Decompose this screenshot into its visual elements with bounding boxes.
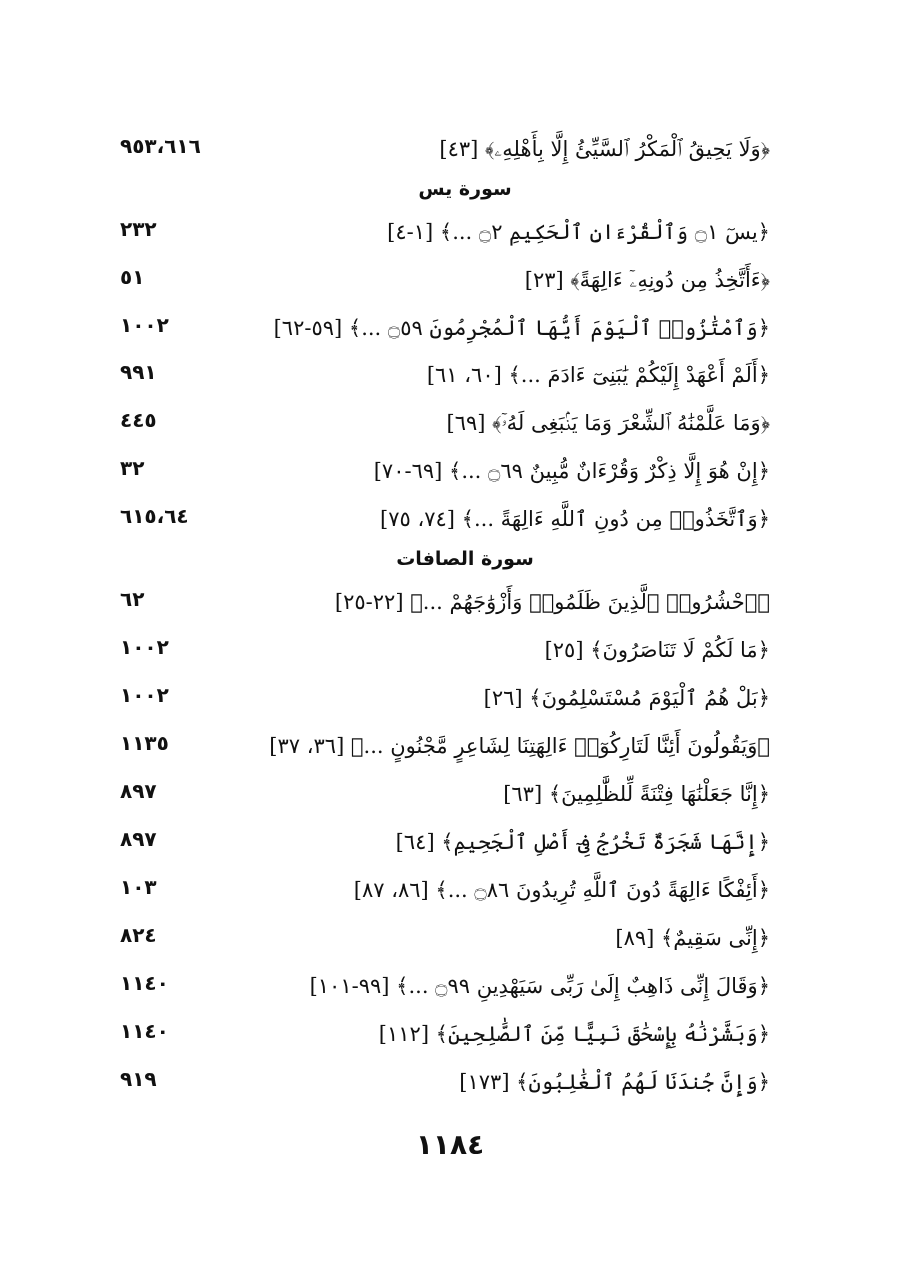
index-entry — [120, 406, 770, 446]
index-entry — [120, 633, 770, 673]
page-references: ١٠٠٢ — [120, 635, 169, 659]
page-references: ٩٩١ — [120, 360, 157, 384]
page-references: ١١٣٥ — [120, 731, 169, 755]
verse-reference: ﴿وَيَقُولُونَ أَئِنَّا لَتَارِكُوٓا۟ ءَالِهَتِنَا لِشَاعِرٍ مَّجْنُونٍ ...﴾ [٣٦، ٣٧] — [269, 734, 770, 758]
verse-reference: ﴿وَلَا يَحِيقُ ٱلْمَكْرُ ٱلسَّيِّئُ إِلَّا بِأَهْلِهِۦ﴾ [٤٣] — [439, 137, 770, 161]
page-references: ١٠٠٢ — [120, 313, 169, 337]
verse-reference: ﴿إِنَّا جَعَلْنَٰهَا فِتْنَةً لِّلظَّٰلِمِينَ﴾ [٦٣] — [503, 782, 770, 806]
surah-heading — [120, 548, 770, 580]
index-entry — [120, 132, 770, 172]
verse-reference: ﴿بَلْ هُمُ ٱلْيَوْمَ مُسْتَسْلِمُونَ﴾ [٢٦] — [483, 686, 770, 710]
verse-reference: ﴿وَقَالَ إِنِّى ذَاهِبٌ إِلَىٰ رَبِّى سَيَهْدِينِ ۝٩٩ ...﴾ [٩٩-١٠١] — [309, 974, 770, 998]
surah-heading — [120, 178, 770, 210]
page-references: ٣٢ — [120, 456, 145, 480]
verse-reference: ﴿وَبَشَّرْنَٰهُ بِإِسْحَٰقَ نَبِيًّا مِّنَ ٱلصَّٰلِحِينَ﴾ [١١٢] — [378, 1022, 770, 1046]
index-entry — [120, 1065, 770, 1105]
surah-title: سورة يس — [418, 178, 512, 200]
verse-reference: ﴿مَا لَكُمْ لَا تَنَاصَرُونَ﴾ [٢٥] — [544, 638, 770, 662]
index-entry — [120, 502, 770, 542]
index-entry — [120, 454, 770, 494]
index-entry — [120, 825, 770, 865]
page-references: ١١٤٠ — [120, 971, 169, 995]
page-references: ١٠٣ — [120, 875, 157, 899]
page-references: ٦٢ — [120, 587, 145, 611]
page-references: ٥١ — [120, 265, 145, 289]
index-entry — [120, 311, 770, 351]
index-entry — [120, 729, 770, 769]
index-entry — [120, 1017, 770, 1057]
verse-reference: ﴿وَمَا عَلَّمْنَٰهُ ٱلشِّعْرَ وَمَا يَنۢبَغِى لَهُۥٓ﴾ [٦٩] — [446, 411, 770, 435]
page-references: ٢٣٢ — [120, 217, 157, 241]
index-entry — [120, 263, 770, 303]
page-references: ٨٩٧ — [120, 827, 157, 851]
index-entry — [120, 921, 770, 961]
page-references: ٤٤٥ — [120, 408, 157, 432]
verse-reference: ﴿ٱحْشُرُوا۟ ٱلَّذِينَ ظَلَمُوا۟ وَأَزْوَٰجَهُمْ ...﴾ [٢٢-٢٥] — [334, 590, 770, 614]
verse-reference: ﴿إِنَّهَا شَجَرَةٌ تَخْرُجُ فِىٓ أَصْلِ ٱلْجَحِيمِ﴾ [٦٤] — [395, 830, 770, 854]
verse-reference: ﴿يسٓ ۝١ وَٱلْقُرْءَانِ ٱلْحَكِيمِ ۝٢ ...﴾ [١-٤] — [387, 220, 770, 244]
verse-reference: ﴿إِنِّى سَقِيمٌ﴾ [٨٩] — [615, 926, 770, 950]
verse-reference: ﴿وَٱمْتَٰزُوا۟ ٱلْيَوْمَ أَيُّهَا ٱلْمُجْرِمُونَ ۝٥٩ ...﴾ [٥٩-٦٢] — [273, 316, 770, 340]
index-entry — [120, 585, 770, 625]
page-references: ١٠٠٢ — [120, 683, 169, 707]
surah-title: سورة الصافات — [396, 548, 534, 570]
verse-reference: ﴿ءَأَتَّخِذُ مِن دُونِهِۦٓ ءَالِهَةً﴾ [٢٣] — [524, 268, 770, 292]
page-references: ٦١٥،٦٤ — [120, 504, 189, 528]
verse-reference: ﴿وَإِنَّ جُندَنَا لَهُمُ ٱلْغَٰلِبُونَ﴾ [١٧٣] — [459, 1070, 770, 1094]
page-references: ٨٢٤ — [120, 923, 157, 947]
verse-reference: ﴿أَلَمْ أَعْهَدْ إِلَيْكُمْ يَٰبَنِىٓ ءَادَمَ ...﴾ [٦٠، ٦١] — [426, 363, 770, 387]
index-entry — [120, 358, 770, 398]
verse-reference: ﴿إِنْ هُوَ إِلَّا ذِكْرٌ وَقُرْءَانٌ مُّبِينٌ ۝٦٩ ...﴾ [٦٩-٧٠] — [373, 459, 770, 483]
index-entry — [120, 777, 770, 817]
index-entry — [120, 681, 770, 721]
verse-reference: ﴿أَئِفْكًا ءَالِهَةً دُونَ ٱللَّهِ تُرِيدُونَ ۝٨٦ ...﴾ [٨٦، ٨٧] — [353, 878, 770, 902]
page-references: ٩٥٣،٦١٦ — [120, 134, 201, 158]
page-references: ٩١٩ — [120, 1067, 157, 1091]
index-entry — [120, 969, 770, 1009]
index-entry — [120, 215, 770, 255]
page-references: ٨٩٧ — [120, 779, 157, 803]
verse-reference: ﴿وَٱتَّخَذُوا۟ مِن دُونِ ٱللَّهِ ءَالِهَةً ...﴾ [٧٤، ٧٥] — [380, 507, 770, 531]
index-entry — [120, 873, 770, 913]
page-number: ١١٨٤ — [415, 1128, 485, 1161]
page-references: ١١٤٠ — [120, 1019, 169, 1043]
